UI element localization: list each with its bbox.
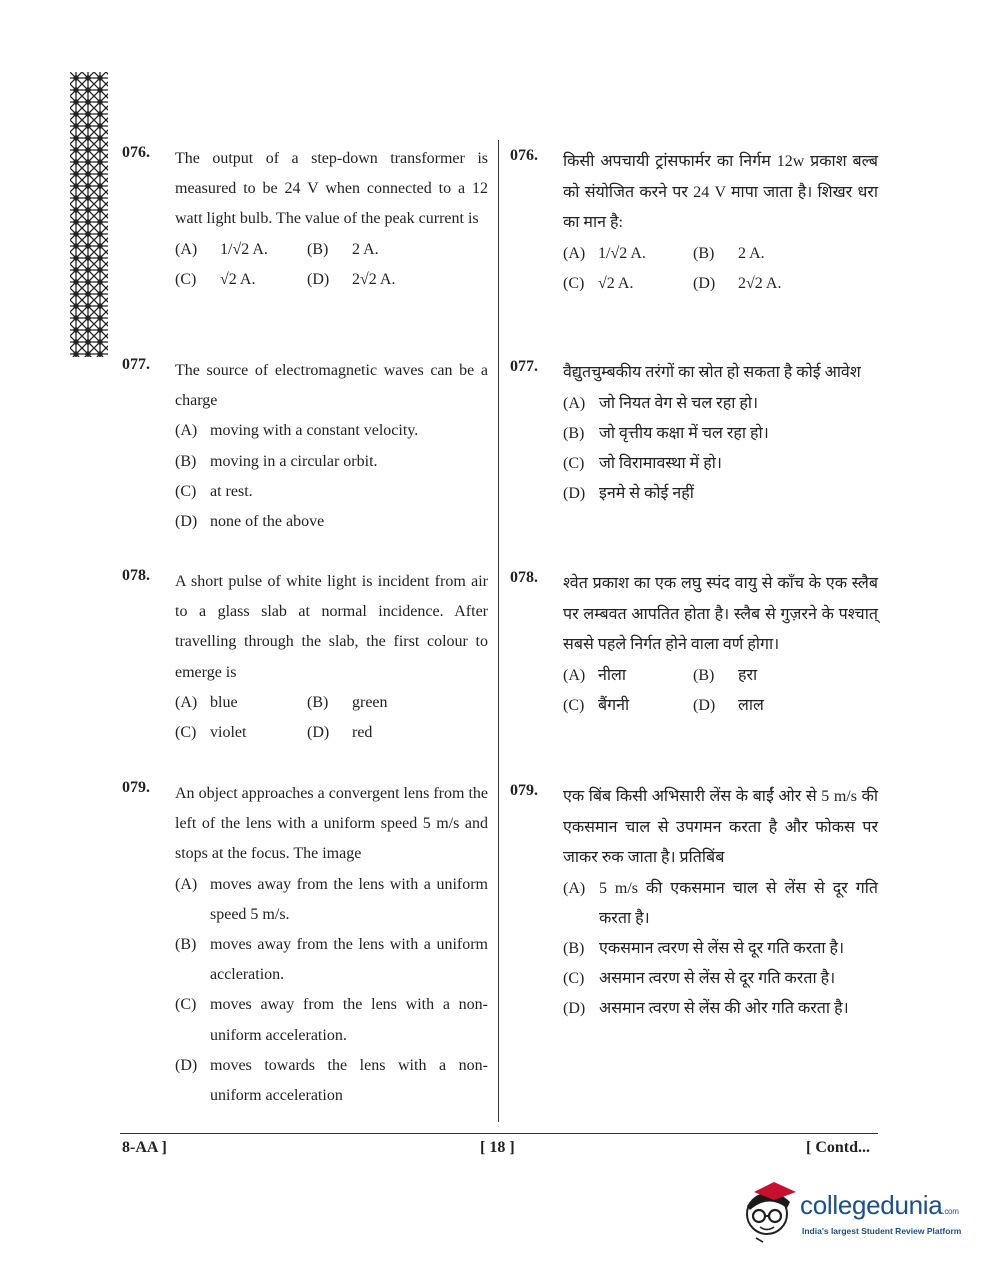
option-label: (B) [307,693,329,711]
option-text: असमान त्वरण से लेंस की ओर गति करता है। [599,1000,849,1018]
option-c [563,449,878,479]
collegedunia-logo [740,1178,972,1250]
option-text: 2√2 A. [738,274,782,292]
option-b [693,661,823,691]
option-text: moves away from the lens with a uniform speed 5 m/s. [210,875,488,923]
option-text: 5 m/s की एकसमान चाल से लेंस से दूर गति करता है। [599,879,878,927]
option-label: (B) [175,452,197,470]
option-b [693,239,823,269]
option-c [563,269,693,299]
option-a [563,661,693,691]
option-text: बैंगनी [598,696,630,714]
option-text: जो नियत वेग से चल रहा हो। [599,394,759,412]
question-number: 076. [510,147,538,164]
question-number: 077. [510,358,538,375]
option-c [563,691,693,721]
question-076-en [122,144,488,295]
option-a [563,239,693,269]
option-b [563,419,878,449]
logo-tld: .com [942,1207,959,1216]
option-d [175,1051,488,1111]
option-b [307,688,439,718]
option-label: (A) [563,394,586,412]
question-number: 078. [122,567,150,584]
option-text: blue [210,693,238,711]
option-label: (C) [175,270,197,288]
option-text: जो वृत्तीय कक्षा में चल रहा हो। [599,424,769,442]
option-d [693,269,823,299]
option-label: (A) [563,244,586,262]
option-d [175,507,488,537]
option-label: (D) [563,485,586,503]
question-text: एक बिंब किसी अभिसारी लेंस के बाईं ओर से 5 m/s की एकसमान चाल से उपगमन करता है और फोकस पर जाकर रुक जाता है। प्रतिबिंब [563,788,878,866]
option-d [307,265,439,295]
option-text: none of the above [210,513,325,531]
option-d [563,994,878,1024]
option-text: 1/√2 A. [220,240,268,258]
option-label: (B) [307,240,329,258]
column-divider [498,140,499,1122]
logo-wordmark: collegedunia [800,1190,943,1220]
option-a [175,416,488,446]
option-text: red [352,724,373,742]
continued-label: [ Contd... [806,1139,871,1156]
option-b [563,934,878,964]
question-text: The output of a step-down transformer is measured to be 24 V when connected to a 12 watt light bulb. The value of the peak current is [175,150,488,228]
option-d [307,718,439,748]
question-079-en [122,779,488,1111]
question-text: A short pulse of white light is incident from air to a glass slab at normal incidence. After travelling through the slab, the first colour to emerge is [175,573,488,681]
option-a [175,235,307,265]
option-text: moves towards the lens with a non-uniform acceleration [210,1056,488,1105]
option-text: at rest. [210,482,253,500]
option-text: असमान त्वरण से लेंस से दूर गति करता है। [599,970,836,988]
option-text: लाल [738,696,764,714]
option-label: (B) [175,936,197,954]
option-a [175,870,488,930]
option-text: green [352,693,388,711]
option-label: (A) [175,693,198,711]
option-text: 2 A. [352,240,379,258]
option-text: 2 A. [738,244,765,262]
option-label: (B) [563,939,585,957]
question-079-hi [510,782,878,1025]
option-text: एकसमान त्वरण से लेंस से दूर गति करता है। [599,939,845,957]
option-label: (B) [563,424,585,442]
border-pattern-icon [70,72,108,357]
option-d [563,479,878,509]
option-b [307,235,439,265]
question-text: श्वेत प्रकाश का एक लघु स्पंद वायु से काँच के एक स्लैब पर लम्बवत आपतित होता है। स्लैब से गुज़रने के पश्चात् सबसे पहले निर्गत होने वाला वर्ण होगा। [563,575,878,653]
option-label: (D) [693,696,716,714]
option-c [175,718,307,748]
option-text: इनमे से कोई नहीं [599,485,694,503]
option-text: हरा [738,666,758,684]
question-text: An object approaches a convergent lens from the left of the lens with a uniform speed 5 m/s and stops at the focus. The image [175,785,488,863]
footer-rule [120,1133,878,1134]
option-text: जो विरामावस्था में हो। [599,454,722,472]
paper-code: 8-AA ] [122,1139,167,1156]
option-label: (D) [693,274,716,292]
option-label: (C) [563,454,585,472]
question-number: 079. [510,782,538,799]
question-077-hi [510,358,878,509]
option-d [693,691,823,721]
option-text: √2 A. [598,274,634,292]
option-label: (D) [563,1000,586,1018]
option-label: (B) [693,244,715,262]
option-text: moves away from the lens with a uniform accleration. [210,936,488,984]
option-label: (D) [307,724,330,742]
option-label: (A) [563,666,586,684]
option-label: (A) [563,879,586,897]
option-c [175,265,307,295]
logo-tagline: India's largest Student Review Platform [802,1226,962,1236]
mascot-icon [740,1178,798,1248]
question-number: 076. [122,144,150,161]
question-text: वैद्युतचुम्बकीय तरंगों का स्रोत हो सकता है कोई आवेश [563,364,861,381]
option-text: 2√2 A. [352,270,396,288]
option-text: violet [210,724,247,742]
option-c [563,964,878,994]
option-text: 1/√2 A. [598,244,646,262]
option-c [175,477,488,507]
option-label: (D) [175,513,198,531]
logo-name [800,1190,959,1221]
question-076-hi [510,147,878,299]
question-number: 077. [122,356,150,373]
option-text: moving in a circular orbit. [210,452,378,470]
option-label: (A) [175,240,198,258]
option-label: (D) [307,270,330,288]
option-c [175,990,488,1050]
option-text: moving with a constant velocity. [210,422,419,440]
question-078-hi [510,569,878,721]
option-label: (C) [175,996,197,1014]
question-text: किसी अपचायी ट्रांसफार्मर का निर्गम 12w प्रकाश बल्ब को संयोजित करने पर 24 V मापा जाता है। शिखर धरा का मान है: [563,153,878,231]
option-label: (C) [563,696,585,714]
option-label: (B) [693,666,715,684]
option-label: (A) [175,422,198,440]
option-a [563,389,878,419]
question-077-en [122,356,488,537]
option-label: (C) [175,482,197,500]
question-number: 078. [510,569,538,586]
option-b [175,447,488,477]
option-b [175,930,488,990]
question-number: 079. [122,779,150,796]
option-a [175,688,307,718]
option-label: (C) [563,274,585,292]
option-label: (D) [175,1056,198,1074]
option-label: (A) [175,875,198,893]
page-number: [ 18 ] [480,1139,515,1156]
option-a [563,874,878,934]
question-text: The source of electromagnetic waves can be a charge [175,362,488,410]
option-text: moves away from the lens with a non-uniform acceleration. [210,996,488,1044]
option-label: (C) [563,970,585,988]
option-label: (C) [175,724,197,742]
option-text: नीला [598,666,627,684]
option-text: √2 A. [220,270,256,288]
question-078-en [122,567,488,748]
